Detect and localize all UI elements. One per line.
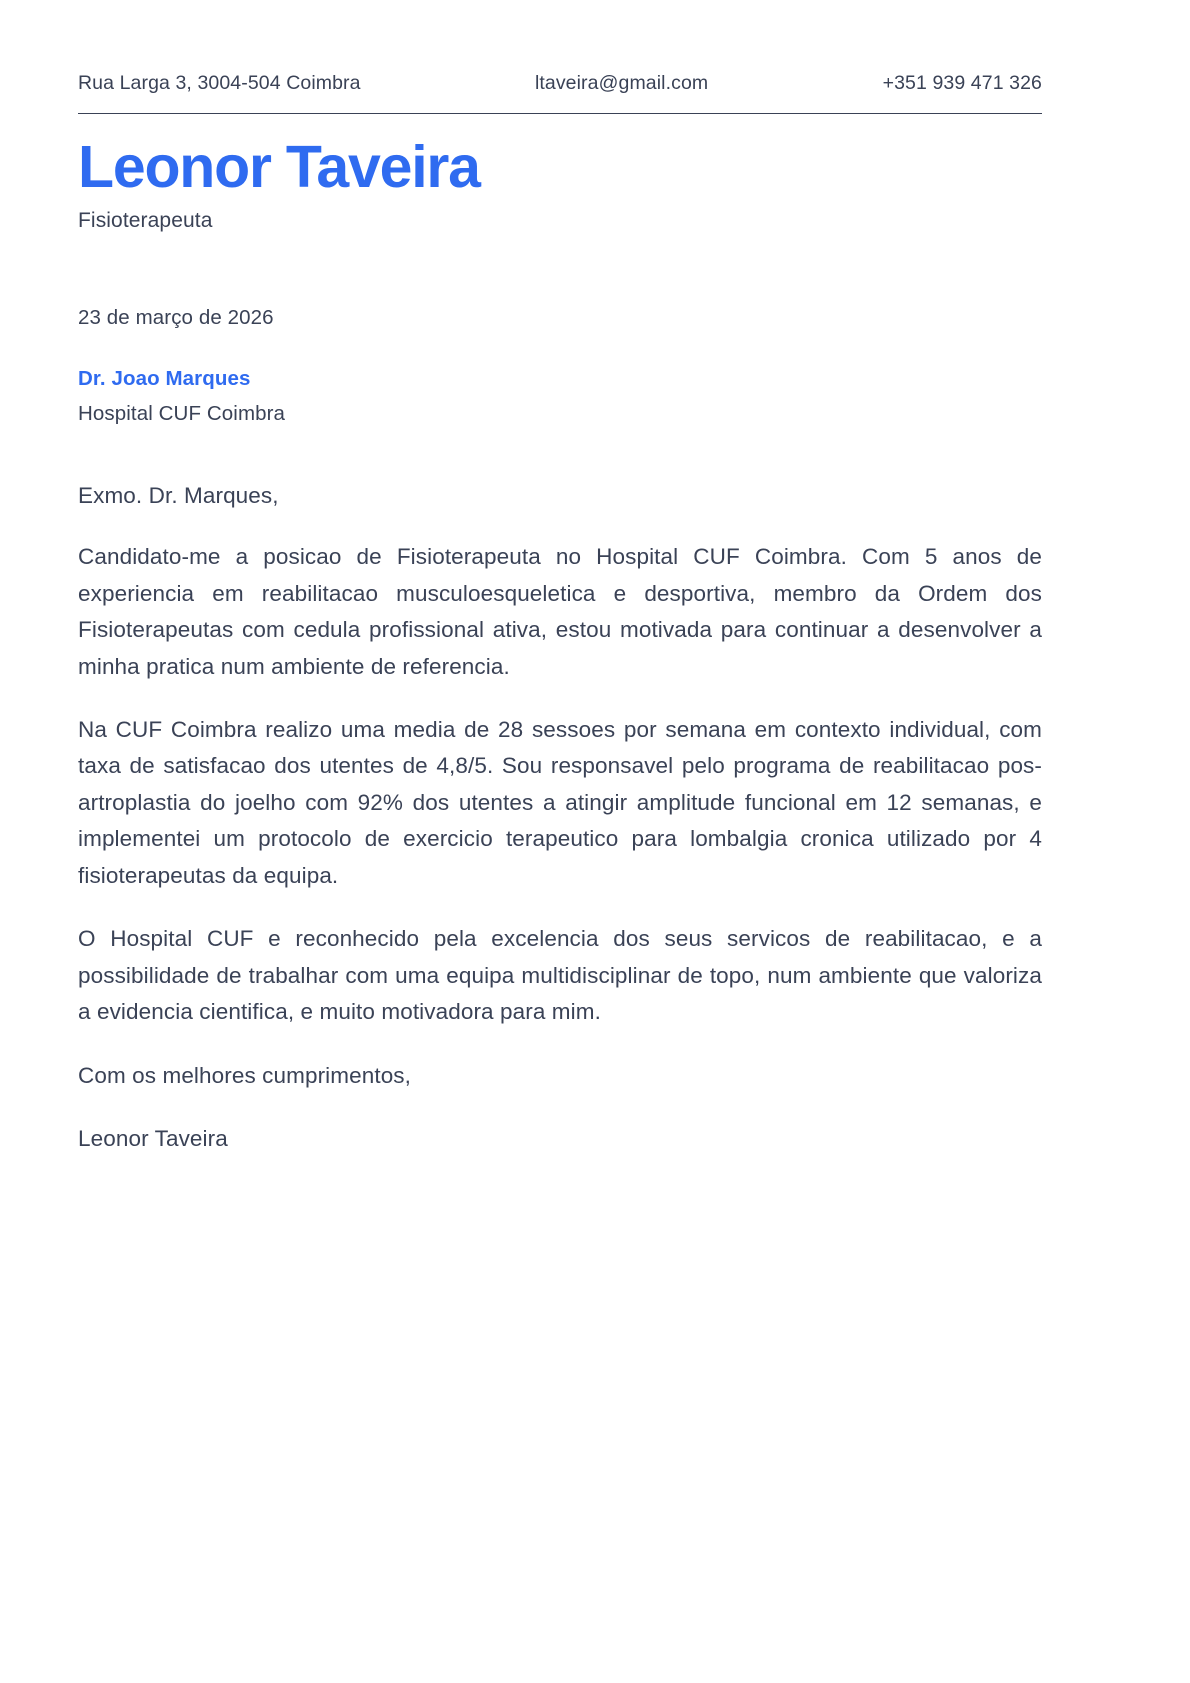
signature-name: Leonor Taveira: [78, 1125, 228, 1151]
identity-block: [78, 136, 1042, 233]
body-paragraph-1: Candidato-me a posicao de Fisioterapeuta no Hospital CUF Coimbra. Com 5 anos de experiencia em reabilitacao musculoesqueletica e desportiva, membro da Ordem dos Fisioterapeutas com cedula profissional ativa, estou motivada para continuar a desenvolver a minha pratica num ambiente de referencia.: [78, 544, 1042, 679]
contact-email: ltaveira@gmail.com: [534, 72, 709, 94]
contact-address: Rua Larga 3, 3004-504 Coimbra: [78, 72, 361, 94]
letter-body: [78, 479, 1042, 1158]
contact-phone: +351 939 471 326: [882, 72, 1042, 94]
recipient-name: Dr. Joao Marques: [78, 366, 251, 390]
salutation: Exmo. Dr. Marques,: [78, 482, 279, 508]
contact-header: [78, 72, 1042, 114]
recipient-block: [78, 367, 1112, 426]
letter-date: 23 de março de 2026: [78, 305, 274, 329]
body-paragraph-2: Na CUF Coimbra realizo uma media de 28 sessoes por semana em contexto individual, com taxa de satisfacao dos utentes de 4,8/5. Sou responsavel pelo programa de reabilitacao pos-artroplastia do joelho com 92% dos utentes a atingir amplitude funcional em 12 semanas, e implementei um protocolo de exercicio terapeutico para lombalgia cronica utilizado por 4 fisioterapeutas da equipa.: [78, 717, 1042, 888]
candidate-name: Leonor Taveira: [78, 134, 480, 200]
closing-line: Com os melhores cumprimentos,: [78, 1062, 412, 1088]
body-paragraph-3: O Hospital CUF e reconhecido pela excelencia dos seus servicos de reabilitacao, e a possibilidade de trabalhar com uma equipa multidisciplinar de topo, num ambiente que valoriza a evidencia cientifica, e muito motivadora para mim.: [78, 926, 1042, 1025]
recipient-organization: Hospital CUF Coimbra: [78, 401, 286, 425]
candidate-job-title: Fisioterapeuta: [78, 208, 213, 232]
